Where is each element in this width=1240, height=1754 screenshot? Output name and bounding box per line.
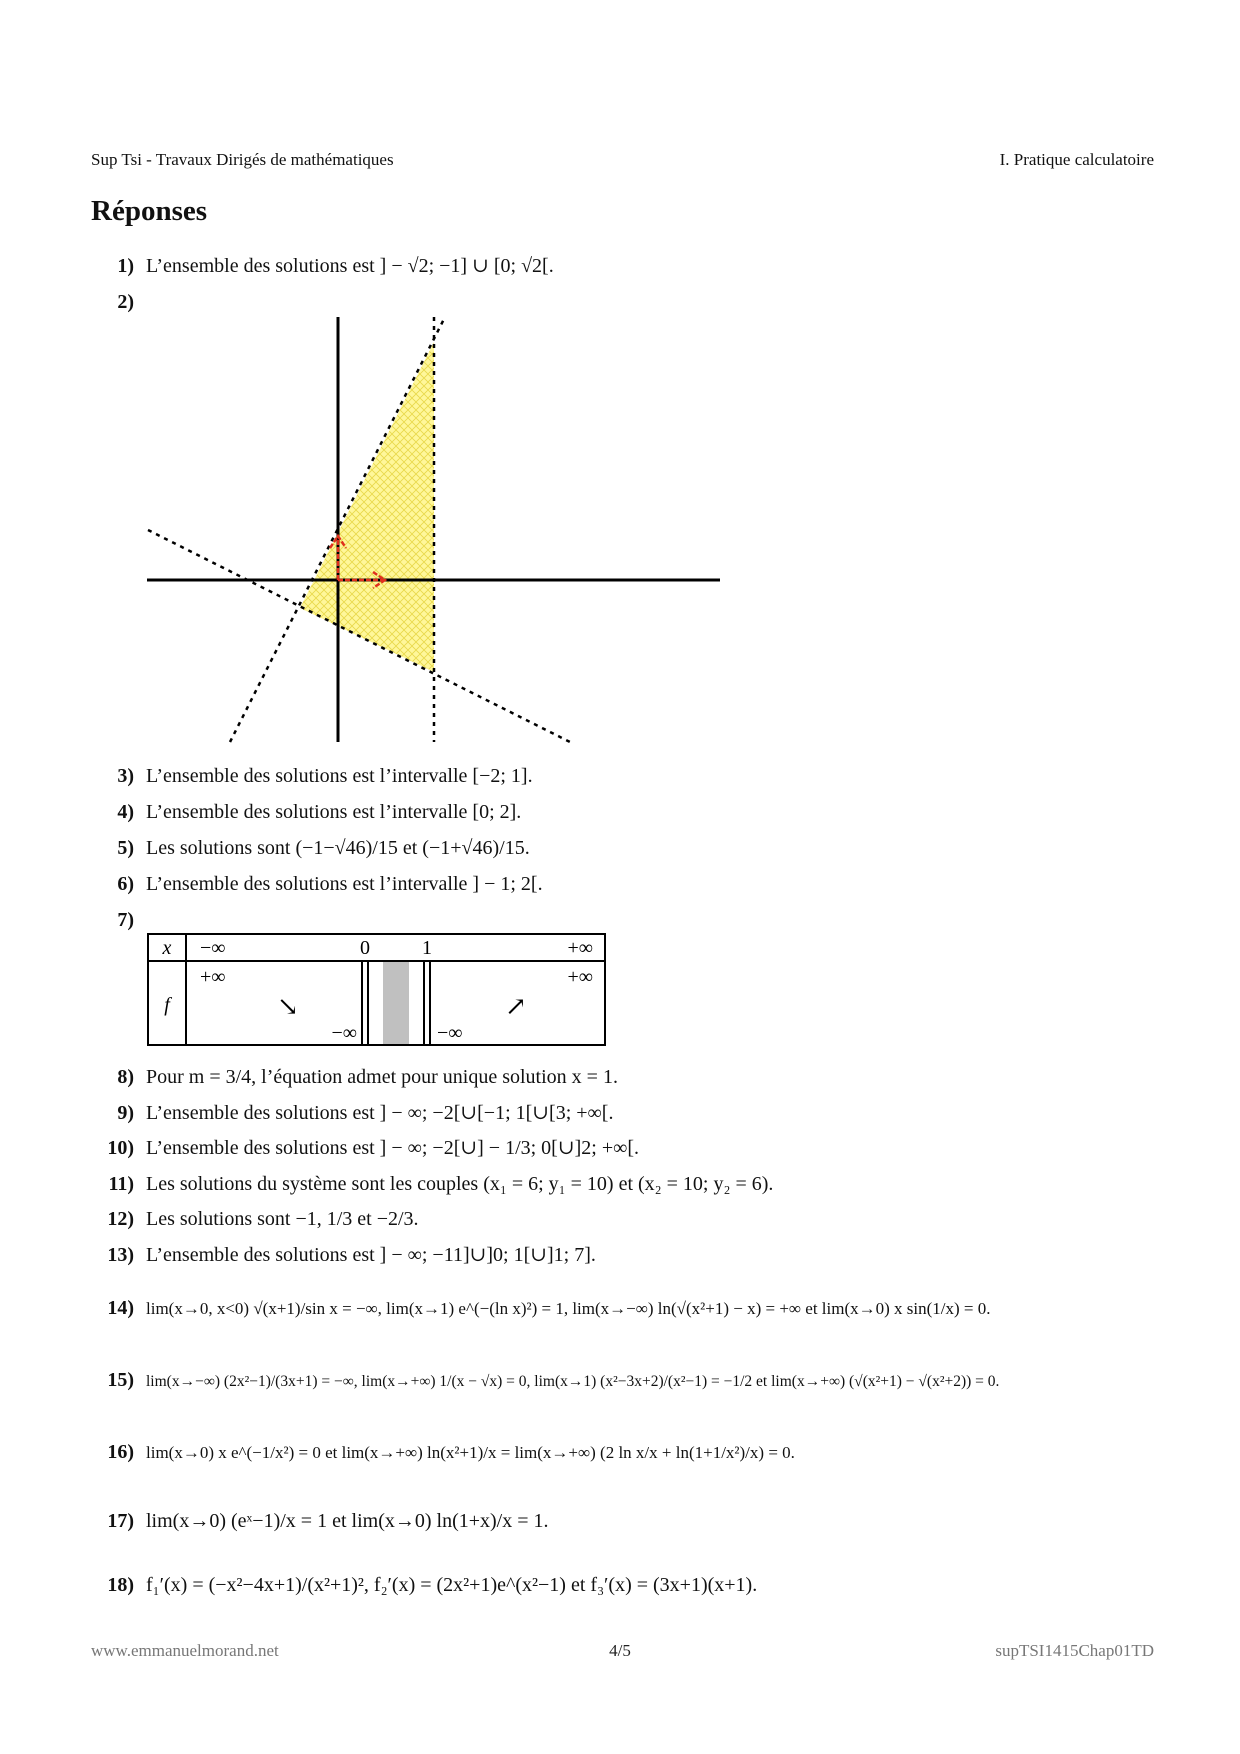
solution-region xyxy=(300,342,434,672)
footer-page-number: 4/5 xyxy=(609,1641,631,1660)
answer-10: 10) L’ensemble des solutions est ] − ∞; −2[∪] − 1/3; 0[∪]2; +∞[. xyxy=(107,1137,640,1159)
decreasing-arrow: ↘ xyxy=(277,992,299,1021)
answer-11: 11) Les solutions du système sont les couples (x₁ = 6; y₁ = 10) et (x₂ = 10; y₂ = 6). xyxy=(108,1173,774,1195)
region-figure xyxy=(140,310,730,750)
f-top-left: +∞ xyxy=(200,966,226,988)
x-zero: 0 xyxy=(360,937,370,959)
x-minus-infinity: −∞ xyxy=(200,937,226,959)
header-left: Sup Tsi - Travaux Dirigés de mathématiques xyxy=(91,150,394,169)
answer-15: 15) lim(x→−∞) (2x²−1)/(3x+1) = −∞, lim(x→+∞) 1/(x − √x) = 0, lim(x→1) (x²−3x+2)/(x²−1) = −1/2 et lim(x→+∞) (√(x²+1) − √(x²+2)) = 0. xyxy=(107,1369,1000,1391)
answer-9: 9) L’ensemble des solutions est ] − ∞; −2[∪[−1; 1[∪[3; +∞[. xyxy=(117,1102,614,1124)
row-x-label: x xyxy=(162,937,172,959)
x-one: 1 xyxy=(422,937,432,959)
x-plus-infinity: +∞ xyxy=(567,937,593,959)
f-top-right: +∞ xyxy=(567,966,593,988)
answer-2: 2) xyxy=(117,291,134,313)
answer-7: 7) xyxy=(117,909,134,931)
increasing-arrow: ↗ xyxy=(505,992,527,1021)
answer-13: 13) L’ensemble des solutions est ] − ∞; −11]∪]0; 1[∪]1; 7]. xyxy=(107,1244,596,1266)
answer-3: 3) L’ensemble des solutions est l’intervalle [−2; 1]. xyxy=(117,765,533,787)
footer-document-id: supTSI1415Chap01TD xyxy=(995,1641,1154,1660)
answer-4: 4) L’ensemble des solutions est l’intervalle [0; 2]. xyxy=(117,801,522,823)
f-bottom-right: −∞ xyxy=(437,1022,463,1044)
forbidden-band xyxy=(383,962,409,1044)
answer-16: 16) lim(x→0) x e^(−1/x²) = 0 et lim(x→+∞) ln(x²+1)/x = lim(x→+∞) (2 ln x/x + ln(1+1/x²)/x) = 0. xyxy=(107,1441,795,1463)
answer-5: 5) Les solutions sont (−1−√46)/15 et (−1+√46)/15. xyxy=(117,837,530,859)
variation-table xyxy=(147,933,607,1047)
row-f-label: f xyxy=(164,994,170,1016)
answer-17: 17) lim(x→0) (eˣ−1)/x = 1 et lim(x→0) ln(1+x)/x = 1. xyxy=(107,1510,549,1532)
answer-18: 18) f₁′(x) = (−x²−4x+1)/(x²+1)², f₂′(x) = (2x²+1)e^(x²−1) et f₃′(x) = (3x+1)(x+1). xyxy=(107,1574,758,1596)
answer-12: 12) Les solutions sont −1, 1/3 et −2/3. xyxy=(107,1208,419,1230)
header-right: I. Pratique calculatoire xyxy=(999,150,1154,169)
answer-8: 8) Pour m = 3/4, l’équation admet pour unique solution x = 1. xyxy=(117,1066,618,1088)
footer-website: www.emmanuelmorand.net xyxy=(91,1641,279,1660)
answer-14: 14) lim(x→0, x<0) √(x+1)/sin x = −∞, lim(x→1) e^(−(ln x)²) = 1, lim(x→−∞) ln(√(x²+1) − x) = +∞ et lim(x→0) x sin(1/x) = 0. xyxy=(107,1297,991,1319)
f-bottom-left: −∞ xyxy=(331,1022,357,1044)
page-title: Réponses xyxy=(91,195,208,227)
answer-1: 1) L’ensemble des solutions est ] − √2; −1] ∪ [0; √2[. xyxy=(117,255,554,277)
answer-6: 6) L’ensemble des solutions est l’intervalle ] − 1; 2[. xyxy=(117,873,543,895)
